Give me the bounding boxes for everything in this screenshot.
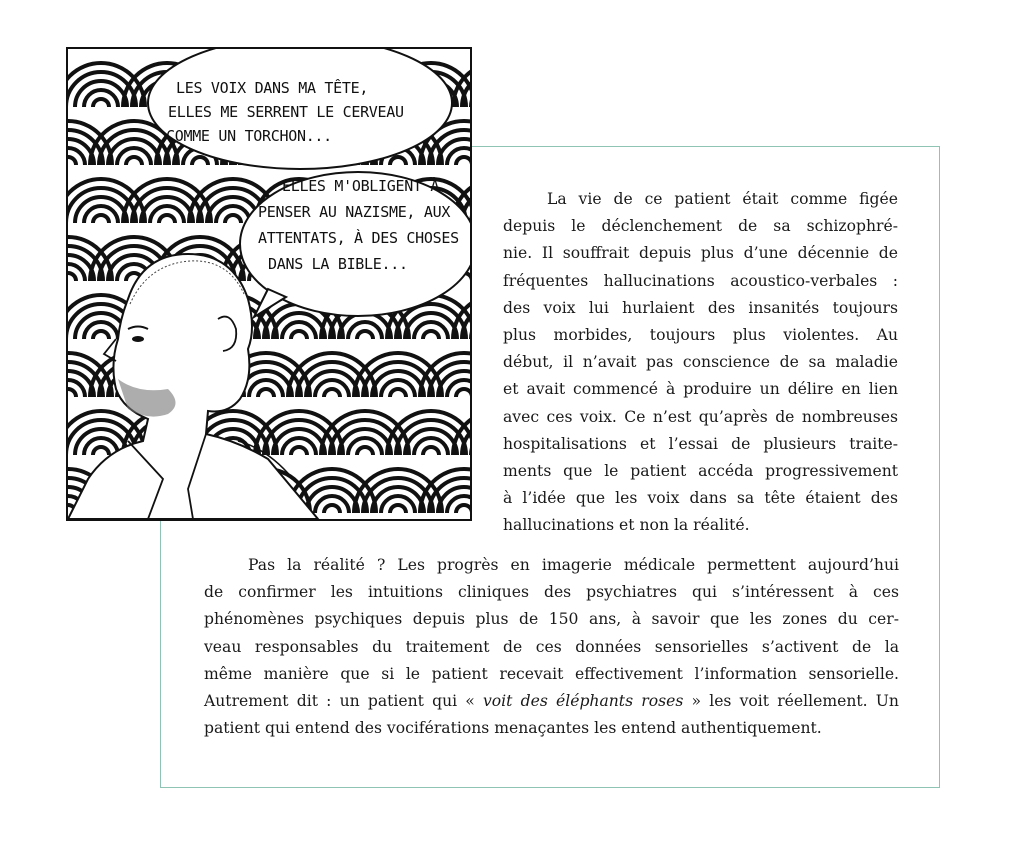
paragraph-2-line: veau responsables du traitement de ces données sensorielles s’activent de la: [204, 637, 899, 656]
swirl-arc: [68, 273, 76, 281]
paragraph-1-line: plus morbides, toujours plus violentes. Au: [503, 325, 898, 344]
paragraph-1-line: et avait commencé à produire un délire en lien: [503, 380, 898, 399]
paragraph-1: [503, 186, 898, 539]
swirl-arc: [291, 447, 307, 455]
swirl-arc: [357, 447, 373, 455]
bubble1-line-1: LES VOIX DANS MA TÊTE,: [176, 79, 369, 97]
swirl-arc: [93, 331, 109, 339]
swirl-arc: [126, 157, 142, 165]
paragraph-1-line: fréquentes hallucinations acoustico-verbales :: [503, 271, 898, 290]
paragraph-1-line: des voix lui hurlaient des insanités toujours: [503, 298, 898, 317]
paragraph-1-line: hallucinations et non la réalité.: [503, 516, 750, 535]
swirl-arc: [390, 389, 406, 397]
italic-quote: voit des éléphants roses: [482, 691, 684, 710]
swirl-arc: [456, 389, 470, 397]
bubble2-line-4: DANS LA BIBLE...: [268, 255, 408, 273]
bubble2-line-3: ATTENTATS, À DES CHOSES: [258, 229, 459, 247]
paragraph-2-line: patient qui entend des vociférations menaçantes les entend authentiquement.: [204, 719, 822, 738]
bubble2-line-2: PENSER AU NAZISME, AUX: [258, 203, 451, 221]
paragraph-1-line: avec ces voix. Ce n’est qu’après de nombreuses: [503, 407, 898, 426]
swirl-arc: [93, 215, 109, 223]
swirl-arc: [192, 157, 208, 165]
swirl-gap: [416, 513, 470, 515]
swirl-arc: [324, 389, 340, 397]
comic-drawing: [68, 49, 470, 519]
bubble1-line-2: ELLES ME SERRENT LE CERVEAU: [168, 103, 404, 121]
swirl-gap: [449, 455, 470, 457]
paragraph-1-line: depuis le déclenchement de sa schizophré-: [503, 217, 898, 236]
line6-before: Autrement dit : un patient qui «: [204, 691, 483, 710]
swirl-gap: [416, 49, 470, 51]
paragraph-1-line: à l’idée que les voix dans sa tête étaient des: [503, 489, 898, 508]
paragraph-2-line: même manière que si le patient recevait effectivement l’information sensorielle.: [204, 664, 899, 683]
swirl-arc: [258, 389, 274, 397]
swirl-arc: [93, 99, 109, 107]
swirl-gap: [449, 339, 470, 341]
swirl-arc: [291, 331, 307, 339]
paragraph-2: [204, 552, 899, 742]
paragraph-2-line: phénomènes psychiques depuis plus de 150 ans, à savoir que les zones du cer-: [204, 610, 899, 629]
paragraph-1-line: hospitalisations et l’essai de plusieurs traite-: [503, 434, 898, 453]
swirl-arc: [324, 505, 340, 513]
swirl-arc: [390, 505, 406, 513]
line6-after: » les voit réellement. Un: [683, 691, 899, 710]
paragraph-1-line: La vie de ce patient était comme figée: [547, 190, 898, 208]
swirl-gap: [416, 397, 470, 399]
paragraph-1-line: ments que le patient accéda progressivement: [503, 461, 898, 480]
comic-illustration: [66, 47, 472, 521]
paragraph-2-line: de confirmer les intuitions cliniques des psychiatres qui s’intéressent à ces: [204, 583, 899, 602]
paragraph-2-line-6: [204, 688, 899, 715]
swirl-arc: [423, 331, 439, 339]
swirl-arc: [93, 447, 109, 455]
swirl-arc: [357, 331, 373, 339]
swirl-arc: [225, 215, 241, 223]
swirl-arc: [68, 157, 76, 165]
bubble1-line-3: COMME UN TORCHON...: [166, 127, 332, 145]
swirl-arc: [423, 447, 439, 455]
paragraph-2-line: Pas la réalité ? Les progrès en imagerie médicale permettent aujourd’hui: [248, 556, 899, 574]
swirl-arc: [159, 215, 175, 223]
swirl-arc: [456, 157, 470, 165]
paragraph-1-line: début, il n’avait pas conscience de sa maladie: [503, 353, 898, 372]
paragraph-1-line: nie. Il souffrait depuis plus d’une décennie de: [503, 244, 898, 263]
bubble2-line-1: ELLES M'OBLIGENT À: [282, 177, 440, 195]
swirl-arc: [390, 157, 406, 165]
swirl-arc: [68, 389, 76, 397]
swirl-gap: [416, 165, 470, 167]
swirl-arc: [456, 505, 470, 513]
